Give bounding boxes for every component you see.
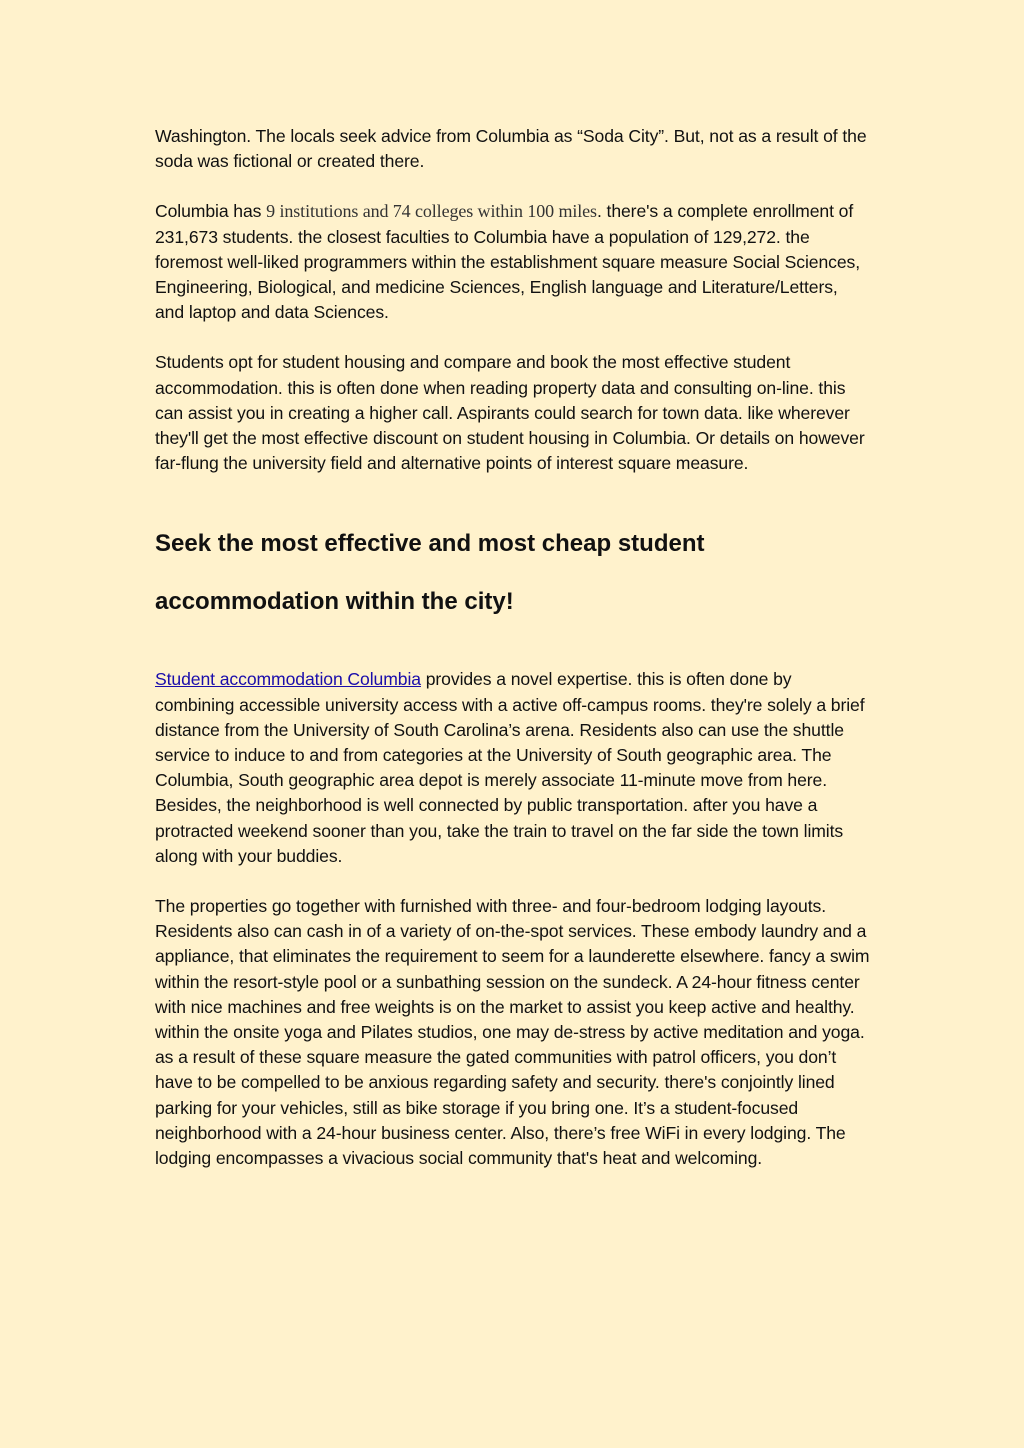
heading-line-2: accommodation within the city!: [155, 588, 514, 616]
institutions-highlight: 9 institutions and 74 colleges within 100 miles: [266, 201, 597, 222]
section-heading: [155, 515, 871, 631]
paragraph-text: . there's a complete enrollment of 231,673 students. the closest faculties to Columbia have a population of 129,272. the foremost well-liked programmers within the establishment square measure Social Sciences, Engineering, Biological, and medicine Sciences, English language and Literature/Letters, and laptop and data Sciences.: [155, 201, 861, 323]
heading-line-1: Seek the most effective and most cheap student: [155, 530, 705, 558]
paragraph-accommodation-columbia: [155, 667, 871, 869]
paragraph-text: Columbia has: [155, 201, 267, 222]
paragraph-columbia-institutions: [155, 199, 871, 325]
student-accommodation-link[interactable]: Student accommodation Columbia: [155, 669, 421, 690]
document-page: [155, 124, 871, 1171]
paragraph-properties: The properties go together with furnished with three- and four-bedroom lodging layouts. Residents also can cash in of a variety of on-the-spot services. These embody laundry and a appliance, that eliminates the requirement to seem for a launderette elsewhere. fancy a swim within the resort-style pool or a sunbathing session on the sundeck. A 24-hour fitness center with nice machines and free weights is on the market to assist you keep active and healthy. within the onsite yoga and Pilates studios, one may de-stress by active meditation and yoga. as a result of these square measure the gated communities with patrol officers, you don’t have to be compelled to be anxious regarding safety and security. there's conjointly lined parking for your vehicles, still as bike storage if you bring one. It’s a student-focused neighborhood with a 24-hour business center. Also, there’s free WiFi in every lodging. The lodging encompasses a vivacious social community that's heat and welcoming.: [155, 896, 870, 1169]
paragraph-text: provides a novel expertise. this is often done by combining accessible university access with a active off-campus rooms. they're solely a brief distance from the University of South Carolina’s arena. Residents also can use the shuttle service to induce to and from categories at the University of South geographic area. The Columbia, South geographic area depot is merely associate 11-minute move from here. Besides, the neighborhood is well connected by public transportation. after you have a protracted weekend sooner than you, take the train to travel on the far side the town limits along with your buddies.: [155, 669, 865, 866]
paragraph-student-housing: Students opt for student housing and compare and book the most effective student accommodation. this is often done when reading property data and consulting on-line. this can assist you in creating a higher call. Aspirants could search for town data. like wherever they'll get the most effective discount on student housing in Columbia. Or details on however far-flung the university field and alternative points of interest square measure.: [155, 352, 865, 474]
paragraph-columbia-nickname: Washington. The locals seek advice from Columbia as “Soda City”. But, not as a result of the soda was fictional or created there.: [155, 126, 867, 172]
